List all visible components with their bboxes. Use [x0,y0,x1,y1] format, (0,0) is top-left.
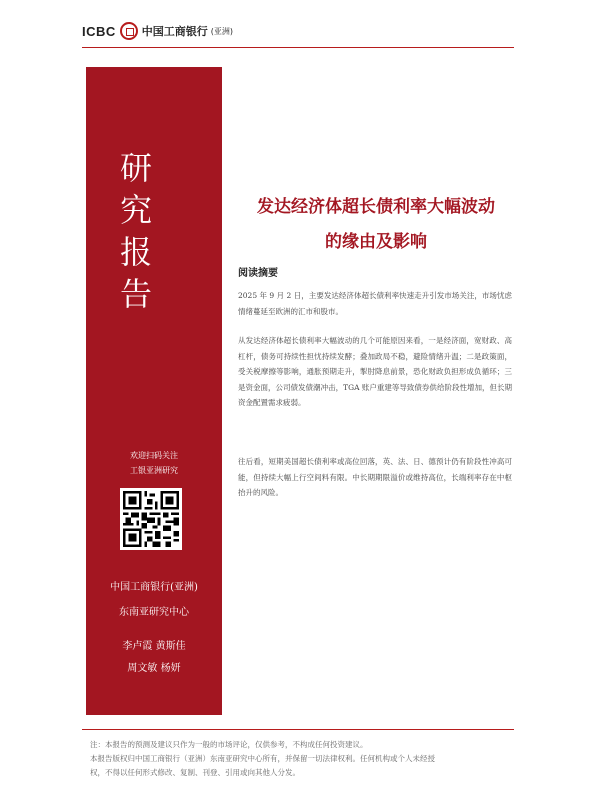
report-type-char: 究 [120,191,153,229]
disclaimer [90,738,514,780]
bank-logo [82,20,233,42]
logo-text-en: ICBC [82,23,116,39]
report-type-char: 报 [120,233,153,271]
disclaimer-line: 权，不得以任何形式修改、复制、刊登、引用或向其他人分发。 [90,768,300,777]
report-type-char: 研 [120,149,153,187]
summary-paragraph: 往后看，短期美国超长债利率或高位回落，英、法、日、德预计仍有阶段性冲高可能，但持续大幅上行空间料有限。中长期期限溢价或维持高位，长端利率存在中枢抬升的风险。 [238,457,512,497]
qr-code-icon [120,488,182,550]
qr-caption: 工银亚洲研究 [130,466,178,475]
logo-text-cn: 中国工商银行 [141,25,208,38]
org-department: 东南亚研究中心 [119,607,189,618]
cover-sidebar [86,67,222,715]
report-type-title [120,147,160,315]
authors: 李卢霞 黄斯佳 [122,641,186,652]
disclaimer-line: 注：本报告的预测及建议只作为一般的市场评论，仅供参考，不构成任何投资建议。 [90,740,368,749]
icbc-emblem-icon [120,22,138,40]
footer-divider [82,729,514,730]
summary-paragraph: 从发达经济体超长债利率大幅波动的几个可能原因来看，一是经济面，宽财政、高杠杆，债务可持续性担忧持续发酵；叠加政局不稳，避险情绪升温；二是政策面，受关税摩擦等影响，通胀预期走升，掣肘降息前景，恐化财政负担形成负循环；三是资金面，公司债发债潮冲击，TGA 账户重建等导致债券供给阶段性增加，但长期资金配置需求疲弱。 [238,336,512,407]
summary-heading: 阅读摘要 [238,268,278,279]
authors: 周文敏 杨妍 [127,663,181,674]
report-title: 发达经济体超长债利率大幅波动 [257,197,495,217]
disclaimer-line: 本报告版权归中国工商银行（亚洲）东南亚研究中心所有，并保留一切法律权利。任何机构或个人未经授 [90,754,435,763]
report-type-char: 告 [120,275,153,313]
summary-paragraph: 2025 年 9 月 2 日，主要发达经济体超长债利率快速走升引发市场关注，市场忧虑情绪蔓延至欧洲的汇市和股市。 [238,291,512,316]
logo-text-sub: (亚洲) [210,26,234,36]
header-divider [82,47,514,48]
qr-caption: 欢迎扫码关注 [130,451,178,460]
org-name: 中国工商银行(亚洲) [110,582,198,593]
report-title: 的缘由及影响 [325,232,427,252]
